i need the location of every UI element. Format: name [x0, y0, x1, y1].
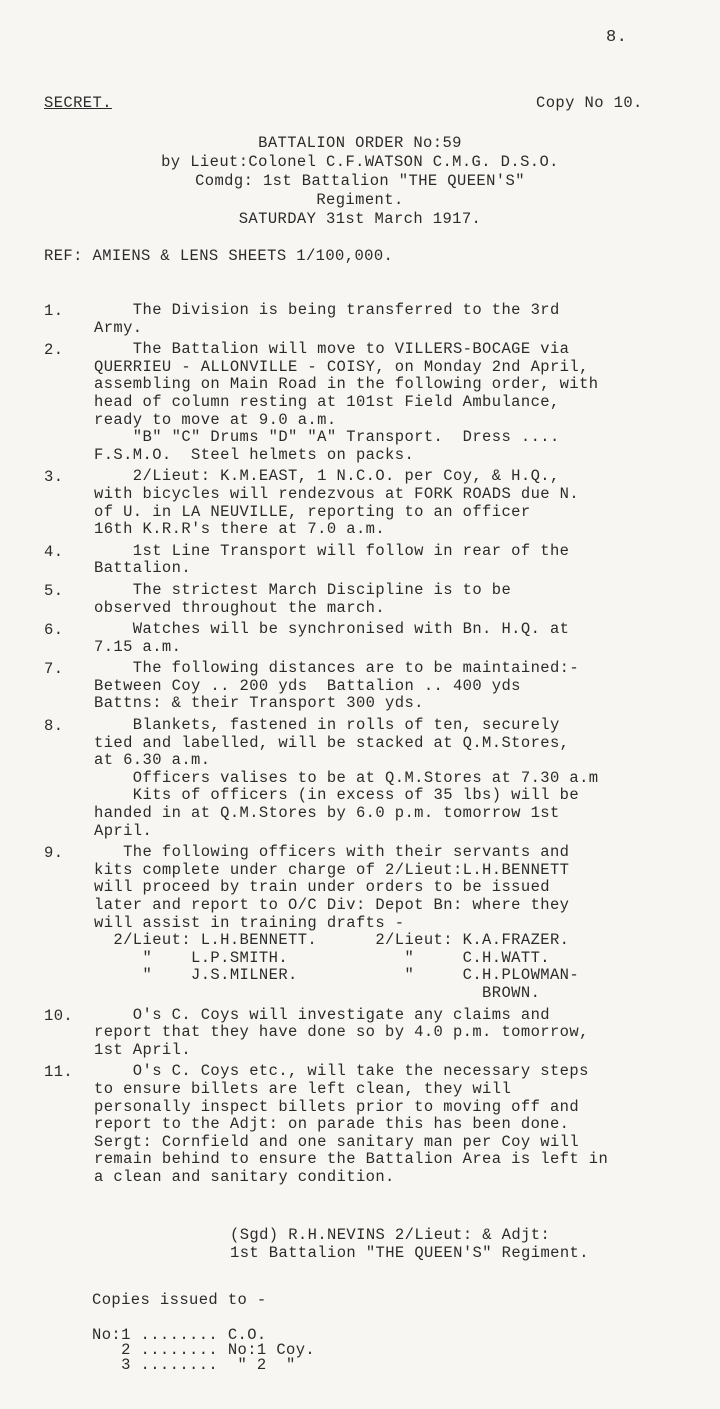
item-line: Battns: & their Transport 300 yds.	[94, 694, 424, 713]
item-body	[94, 543, 684, 578]
item-line: 1st Line Transport will follow in rear of the	[94, 541, 570, 560]
item-line: Watches will be synchronised with Bn. H.Q. at	[94, 620, 570, 639]
item-line: at 6.30 a.m.	[94, 751, 211, 770]
item-line: April.	[94, 821, 153, 840]
item-line: handed in at Q.M.Stores by 6.0 p.m. tomorrow 1st	[94, 804, 560, 823]
distribution-line: 2 ........ No:1 Coy.	[92, 1341, 316, 1359]
item-body	[94, 1063, 684, 1186]
item-number: 5.	[44, 581, 64, 600]
item-number: 3.	[44, 468, 64, 487]
item-line: with bicycles will rendezvous at FORK ROADS due N.	[94, 484, 580, 503]
item-body	[94, 582, 684, 617]
item-line: " J.S.MILNER. " C.H.PLOWMAN-	[94, 966, 580, 985]
item-body	[94, 468, 684, 538]
item-line: F.S.M.O. Steel helmets on packs.	[94, 445, 415, 464]
item-line: "B" "C" Drums "D" "A" Transport. Dress ....	[94, 428, 560, 447]
item-line: report that they have done so by 4.0 p.m. tomorrow,	[94, 1023, 589, 1042]
header-line: by Lieut:Colonel C.F.WATSON C.M.G. D.S.O.	[161, 153, 559, 171]
copy-number: Copy No 10.	[536, 94, 643, 112]
item-number: 9.	[44, 844, 64, 863]
item-number: 2.	[44, 341, 64, 360]
item-line: 1st April.	[94, 1040, 192, 1059]
item-line: 2/Lieut: K.M.EAST, 1 N.C.O. per Coy, & H.Q.,	[94, 467, 560, 486]
signature-line: 1st Battalion "THE QUEEN'S" Regiment.	[230, 1244, 589, 1262]
item-number: 11.	[44, 1063, 74, 1082]
item-line: personally inspect billets prior to moving off and	[94, 1097, 580, 1116]
item-line: BROWN.	[94, 983, 541, 1002]
signature-block	[230, 1226, 589, 1262]
item-body	[94, 341, 684, 464]
order-item	[0, 468, 720, 538]
item-line: assembling on Main Road in the following order, with	[94, 375, 599, 394]
item-line: a clean and sanitary condition.	[94, 1167, 395, 1186]
item-line: of U. in LA NEUVILLE, reporting to an officer	[94, 502, 531, 521]
header-line: SATURDAY 31st March 1917.	[238, 210, 482, 228]
item-line: to ensure billets are left clean, they will	[94, 1079, 512, 1098]
order-items	[0, 302, 720, 1187]
item-number: 7.	[44, 660, 64, 679]
item-number: 6.	[44, 621, 64, 640]
item-line: 16th K.R.R's there at 7.0 a.m.	[94, 520, 386, 539]
item-line: Between Coy .. 200 yds Battalion .. 400 yds	[94, 676, 521, 695]
item-line: Battalion.	[94, 559, 192, 578]
item-line: The following distances are to be maintained:-	[94, 659, 580, 678]
item-number: 1.	[44, 302, 64, 320]
map-reference: REF: AMIENS & LENS SHEETS 1/100,000.	[44, 247, 394, 265]
item-line: remain behind to ensure the Battalion Area is left in	[94, 1150, 609, 1169]
item-line: Sergt: Cornfield and one sanitary man per Coy will	[94, 1132, 580, 1151]
distribution-line: 3 ........ " 2 "	[92, 1356, 296, 1374]
distribution-line: No:1 ........ C.O.	[92, 1326, 267, 1344]
header-line: BATTALION ORDER No:59	[258, 134, 462, 152]
item-body	[94, 717, 684, 840]
item-line: Officers valises to be at Q.M.Stores at 7.30 a.m	[94, 768, 599, 787]
order-item	[0, 341, 720, 464]
order-item	[0, 717, 720, 840]
order-item	[0, 302, 720, 337]
distribution-list	[92, 1328, 315, 1373]
item-body	[94, 844, 684, 1002]
item-line: tied and labelled, will be stacked at Q.M.Stores,	[94, 733, 570, 752]
item-line: kits complete under charge of 2/Lieut:L.H.BENNETT	[94, 860, 570, 879]
item-line: Kits of officers (in excess of 35 lbs) will be	[94, 786, 580, 805]
item-line: 7.15 a.m.	[94, 637, 182, 656]
item-line: observed throughout the march.	[94, 598, 386, 617]
order-item	[0, 1063, 720, 1186]
item-body	[94, 1007, 684, 1060]
order-header	[0, 134, 720, 229]
header-line: Regiment.	[316, 191, 404, 209]
item-body	[94, 302, 684, 337]
item-line: will assist in training drafts -	[94, 913, 405, 932]
item-line: will proceed by train under orders to be issued	[94, 878, 550, 897]
classification-label: SECRET.	[44, 94, 112, 112]
item-line: later and report to O/C Div: Depot Bn: where they	[94, 896, 570, 914]
item-number: 4.	[44, 542, 64, 561]
item-body	[94, 660, 684, 713]
item-number: 8.	[44, 717, 64, 736]
item-line: Blankets, fastened in rolls of ten, securely	[94, 716, 560, 735]
item-line: The Division is being transferred to the 3rd	[94, 301, 560, 319]
item-line: 2/Lieut: L.H.BENNETT. 2/Lieut: K.A.FRAZER.	[94, 931, 570, 950]
page-number: 8.	[606, 28, 628, 47]
order-item	[0, 543, 720, 578]
item-line: QUERRIEU - ALLONVILLE - COISY, on Monday 2nd April,	[94, 357, 589, 376]
signature-line: (Sgd) R.H.NEVINS 2/Lieut: & Adjt:	[230, 1226, 551, 1244]
item-line: " L.P.SMITH. " C.H.WATT.	[94, 948, 550, 967]
order-item	[0, 1007, 720, 1060]
item-line: O's C. Coys etc., will take the necessary steps	[94, 1062, 589, 1081]
item-line: head of column resting at 101st Field Ambulance,	[94, 392, 560, 411]
order-item	[0, 844, 720, 1002]
item-line: ready to move at 9.0 a.m.	[94, 410, 337, 429]
item-line: report to the Adjt: on parade this has been done.	[94, 1115, 570, 1134]
item-line: The strictest March Discipline is to be	[94, 580, 512, 599]
order-item	[0, 582, 720, 617]
order-item	[0, 621, 720, 656]
item-line: O's C. Coys will investigate any claims and	[94, 1005, 550, 1024]
item-line: Army.	[94, 318, 143, 337]
header-line: Comdg: 1st Battalion "THE QUEEN'S"	[195, 172, 525, 190]
copies-label: Copies issued to -	[92, 1291, 267, 1309]
item-line: The following officers with their servants and	[94, 843, 570, 862]
item-body	[94, 621, 684, 656]
item-line: The Battalion will move to VILLERS-BOCAGE via	[94, 340, 570, 359]
order-item	[0, 660, 720, 713]
item-number: 10.	[44, 1006, 74, 1025]
